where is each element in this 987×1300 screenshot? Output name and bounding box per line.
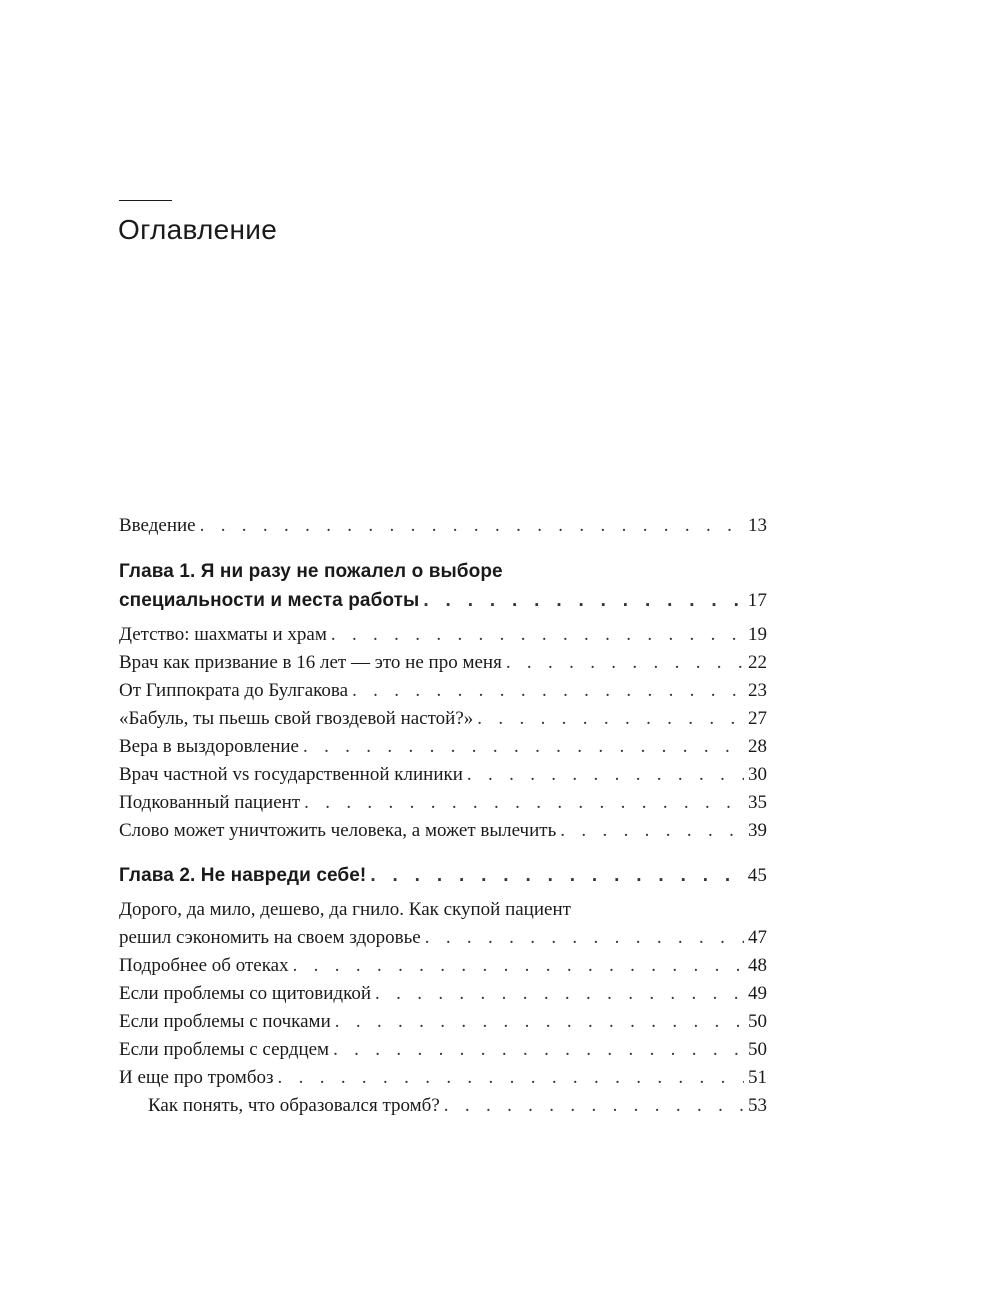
toc-page-number: 22 bbox=[748, 652, 767, 673]
toc-entry-chapter-2[interactable] bbox=[119, 862, 767, 890]
dot-leader bbox=[200, 512, 744, 540]
toc-entry-intro[interactable] bbox=[119, 512, 767, 540]
toc-entry[interactable] bbox=[119, 761, 767, 789]
toc-page-number: 53 bbox=[748, 1095, 767, 1116]
toc-entry-label: От Гиппократа до Булгакова bbox=[119, 680, 349, 701]
toc-entry-line1[interactable]: Дорого, да мило, дешево, да гнило. Как скупой пациент bbox=[119, 899, 571, 920]
toc-page-number: 47 bbox=[748, 927, 767, 948]
page-title: Оглавление bbox=[118, 214, 278, 245]
chapter-1-title-line1[interactable]: Глава 1. Я ни разу не пожалел о выборе bbox=[119, 561, 503, 582]
toc-entry-label: Врач частной vs государственной клиники bbox=[119, 764, 463, 785]
dot-leader bbox=[477, 705, 744, 733]
dot-leader bbox=[335, 1008, 744, 1036]
toc-page-number: 50 bbox=[748, 1039, 767, 1060]
toc-page-number: 17 bbox=[747, 590, 767, 611]
toc-entry[interactable] bbox=[119, 621, 767, 649]
dot-leader bbox=[304, 789, 744, 817]
toc-entry-label: «Бабуль, ты пьешь свой гвоздевой настой?» bbox=[119, 708, 474, 729]
toc-page-number: 30 bbox=[748, 764, 767, 785]
toc-entry-label: Детство: шахматы и храм bbox=[119, 624, 327, 645]
toc-entry[interactable] bbox=[119, 817, 767, 845]
toc-entry-label: Если проблемы с сердцем bbox=[119, 1039, 330, 1060]
toc-entry[interactable] bbox=[119, 1064, 767, 1092]
toc-entry[interactable] bbox=[119, 952, 767, 980]
toc-entry[interactable] bbox=[119, 789, 767, 817]
toc-entry-label: Слово может уничтожить человека, а может вылечить bbox=[119, 820, 557, 841]
toc-page-number: 13 bbox=[748, 515, 767, 536]
dot-leader bbox=[370, 862, 743, 890]
dot-leader bbox=[506, 649, 744, 677]
toc-entry-label: Вера в выздоровление bbox=[119, 736, 299, 757]
toc-page-number: 28 bbox=[748, 736, 767, 757]
toc-page-number: 50 bbox=[748, 1011, 767, 1032]
toc-page-number: 23 bbox=[748, 680, 767, 701]
toc-entry-label: Подробнее об отеках bbox=[119, 955, 289, 976]
toc-page-number: 27 bbox=[748, 708, 767, 729]
toc-page-number: 49 bbox=[748, 983, 767, 1004]
toc-entry-label: решил сэкономить на своем здоровье bbox=[119, 927, 421, 948]
toc-entry[interactable] bbox=[119, 1036, 767, 1064]
toc-entry[interactable] bbox=[119, 1008, 767, 1036]
toc-entry-label: Подкованный пациент bbox=[119, 792, 301, 813]
toc-entry[interactable] bbox=[119, 980, 767, 1008]
toc-entry-label: Если проблемы со щитовидкой bbox=[119, 983, 372, 1004]
toc-page-number: 19 bbox=[748, 624, 767, 645]
title-rule bbox=[119, 200, 172, 201]
dot-leader bbox=[560, 817, 744, 845]
dot-leader bbox=[444, 1092, 744, 1120]
toc-entry[interactable] bbox=[119, 649, 767, 677]
toc-entry[interactable] bbox=[119, 677, 767, 705]
toc-entry-label: И еще про тромбоз bbox=[119, 1067, 274, 1088]
toc-entry-label: Если проблемы с почками bbox=[119, 1011, 331, 1032]
dot-leader bbox=[331, 621, 744, 649]
toc-entry[interactable] bbox=[119, 924, 767, 952]
toc-page-number: 39 bbox=[748, 820, 767, 841]
toc-entry[interactable] bbox=[119, 705, 767, 733]
dot-leader bbox=[352, 677, 744, 705]
toc-page-number: 35 bbox=[748, 792, 767, 813]
chapter-1-title-line2: специальности и места работы bbox=[119, 590, 420, 611]
toc-entry-chapter-1[interactable] bbox=[119, 587, 767, 615]
toc-entry[interactable] bbox=[119, 733, 767, 761]
dot-leader bbox=[375, 980, 744, 1008]
toc-entry-label: Введение bbox=[119, 515, 196, 536]
dot-leader bbox=[333, 1036, 744, 1064]
dot-leader bbox=[293, 952, 744, 980]
toc-subentry[interactable] bbox=[119, 1092, 767, 1120]
dot-leader bbox=[303, 733, 744, 761]
toc-page-number: 51 bbox=[748, 1067, 767, 1088]
dot-leader bbox=[467, 761, 744, 789]
toc-page-number: 45 bbox=[747, 865, 767, 886]
chapter-2-title: Глава 2. Не навреди себе! bbox=[119, 865, 367, 886]
dot-leader bbox=[423, 587, 743, 615]
table-of-contents bbox=[119, 512, 767, 1120]
toc-entry-label: Как понять, что образовался тромб? bbox=[148, 1095, 440, 1116]
dot-leader bbox=[425, 924, 744, 952]
toc-entry-label: Врач как призвание в 16 лет — это не про меня bbox=[119, 652, 502, 673]
dot-leader bbox=[278, 1064, 744, 1092]
toc-page-number: 48 bbox=[748, 955, 767, 976]
